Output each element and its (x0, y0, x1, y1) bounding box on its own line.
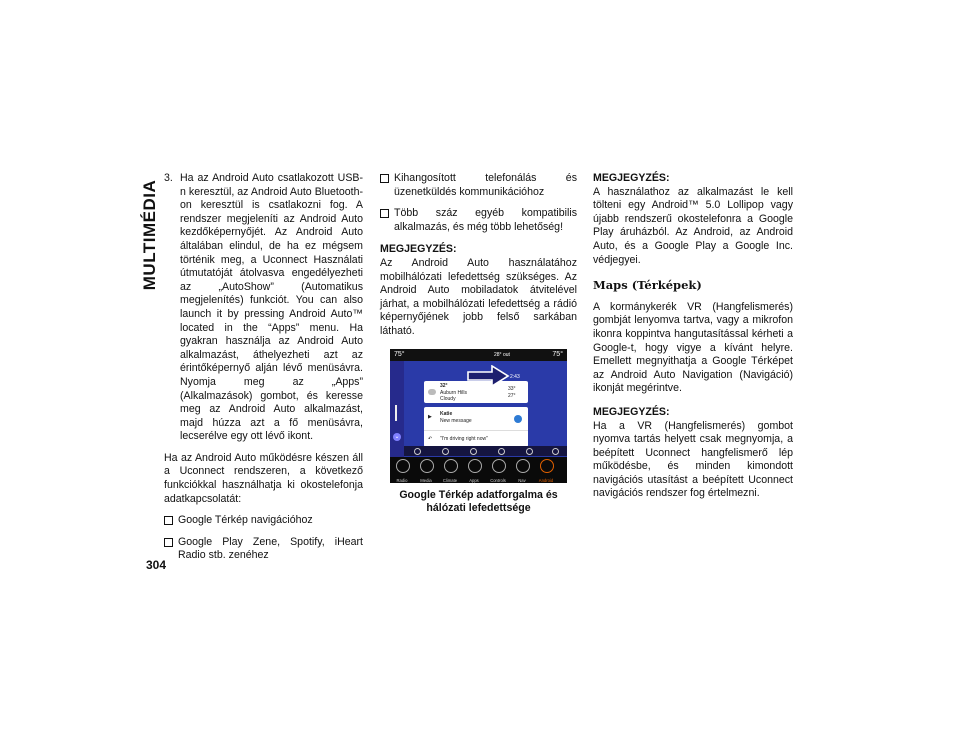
note-text: Ha a VR (Hangfelismerés) gombot nyomva tartás helyett csak megnyomja, a beépített Uconnect hangfelismerő lép működésbe, és minden kimondott navigációs utasítást a beépített Uconnect navigációs rendszer fog értelmezni. (593, 419, 793, 500)
android-nav-row (404, 446, 567, 456)
play-icon: ▶ (428, 413, 432, 420)
maps-heading: Maps (Térképek) (593, 278, 702, 293)
chevron-down-icon: ⌄ (394, 433, 400, 440)
temp-left: 75° (394, 350, 405, 358)
item-number: 3. (164, 172, 173, 184)
column-left (164, 172, 363, 563)
note-heading: MEGJEGYZÉS: (593, 172, 670, 184)
uconnect-bottom-bar (390, 457, 567, 483)
page-number: 304 (146, 558, 167, 572)
maps-text: A kormánykerék VR (Hangfelismerés) gombját lenyomva tartva, vagy a mikrofon ikonra koppintva hangutasítással kérheti a Google-t, hogy vigye a kívánt helyre. Emellett megnyithatja a Google Térképet az Android Auto Navigation (Navigáció) ikonját megérintve. (593, 300, 793, 395)
android-auto-screenshot (390, 349, 567, 483)
checkbox-bullet-icon (164, 516, 173, 525)
label-android: Android (538, 477, 554, 483)
circle-icon (552, 448, 559, 455)
bullet-text: Google Play Zene, Spotify, iHeart Radio stb. zenéhez (178, 535, 363, 562)
message-icon (514, 415, 522, 423)
label-climate: Climate (442, 477, 458, 483)
intro-paragraph: Ha az Android Auto működésre készen áll a Uconnect rendszeren, a következő funkciókkal használhatja ki okostelefonja adatkapcsolatát: (164, 451, 363, 505)
column-middle (380, 172, 577, 516)
numbered-item-3 (164, 172, 363, 444)
checkbox-bullet-icon (380, 174, 389, 183)
label-apps: Apps (469, 477, 479, 483)
android-icon (540, 459, 554, 473)
figure-caption: Google Térkép adatforgalma és hálózati lefedettsége (399, 488, 558, 515)
reply-icon: ↶ (428, 435, 433, 442)
checkbox-bullet-icon (164, 538, 173, 547)
temp-outside: 28° out (494, 351, 510, 358)
section-sidebar (136, 176, 164, 294)
bell-icon (526, 448, 533, 455)
arrow-icon (466, 365, 510, 387)
label-nav: Nav (518, 477, 526, 483)
card-temp: 32° (440, 382, 448, 389)
status-time: 2:43 (510, 373, 520, 380)
phone-icon (442, 448, 449, 455)
note-heading: MEGJEGYZÉS: (380, 243, 457, 256)
message-card (424, 407, 528, 447)
item-text: Ha az Android Auto csatlakozott USB-n keresztül, az Android Auto Bluetooth-on keresztül is csatlakozni fog. A rendszer megjeleníti az Android Auto kezdőképernyőjét. Az Android Auto általában elindul, de ha ez mégsem történik meg, a Uconnect Használati útmutatóját átolvasva engedélyezheti az „AutoShow” (Automatikus megjelenítés) funkciót. You can also launch it by pressing Android Auto™ located in the “Apps” menu. Ha gyakran használja az Android Auto alkalmazást, áthelyezheti azt az érintőképernyő alján lévő menüsávra. Nyomja meg az „Apps” (Alkalmazások) gombot, és keresse meg az Android Auto alkalmazást, majd húzza azt a fő menüsávra, lecserélve egy ott lévő ikont. (180, 172, 363, 443)
label-radio: Radio (396, 477, 408, 483)
headphones-icon (498, 448, 505, 455)
media-icon (420, 459, 434, 473)
checkbox-bullet-icon (380, 209, 389, 218)
bullet-text: Google Térkép navigációhoz (178, 514, 313, 527)
card-reply: "I'm driving right now" (440, 435, 488, 442)
bullet-item (164, 514, 363, 528)
card-contact: Katie (440, 410, 453, 417)
bullet-text: Több száz egyéb kompatibilis alkalmazás, és még több lehetőség! (394, 207, 577, 233)
radio-icon (396, 459, 410, 473)
bullet-item (380, 207, 577, 234)
card-low: 27° (508, 392, 516, 399)
bullet-text: Kihangosított telefonálás és üzenetküldés kommunikációhoz (394, 172, 577, 198)
screen-top-bar (390, 349, 567, 361)
apps-icon (468, 459, 482, 473)
column-right (593, 172, 793, 501)
rail-bar (395, 405, 397, 421)
temp-right: 75° (552, 350, 563, 358)
card-condition: Cloudy (440, 395, 456, 402)
card-location: Auburn Hills (440, 389, 467, 396)
card-high: 33° (508, 385, 516, 392)
bullet-item (380, 172, 577, 199)
nav-icon (516, 459, 530, 473)
note-text: A használathoz az alkalmazást le kell tölteni egy Android™ 5.0 Lollipop vagy újabb rendszerű okostelefonra a Google Play áruházból. Az Android, az Android Auto, és a Google Play a Google Inc. védjegyei. (593, 185, 793, 266)
label-media: Media (420, 477, 432, 483)
climate-icon (444, 459, 458, 473)
label-controls: Controls (490, 477, 506, 483)
card-divider (424, 430, 528, 431)
cloud-icon (428, 389, 436, 395)
note-text: Az Android Auto használatához mobilhálózati lefedettség szükséges. Az Android Auto mobiladatok átvitelével járhat, a mobilhálózati lefedettség a rádió képernyőjének jobb felső sarkában látható. (380, 256, 577, 337)
card-message: New message (440, 417, 472, 424)
home-icon (470, 448, 477, 455)
bullet-item (164, 536, 363, 563)
controls-icon (492, 459, 506, 473)
section-title: MULTIMÉDIA (140, 179, 159, 291)
screen-left-rail (390, 361, 404, 457)
nav-icon (414, 448, 421, 455)
note-heading: MEGJEGYZÉS: (593, 405, 670, 418)
